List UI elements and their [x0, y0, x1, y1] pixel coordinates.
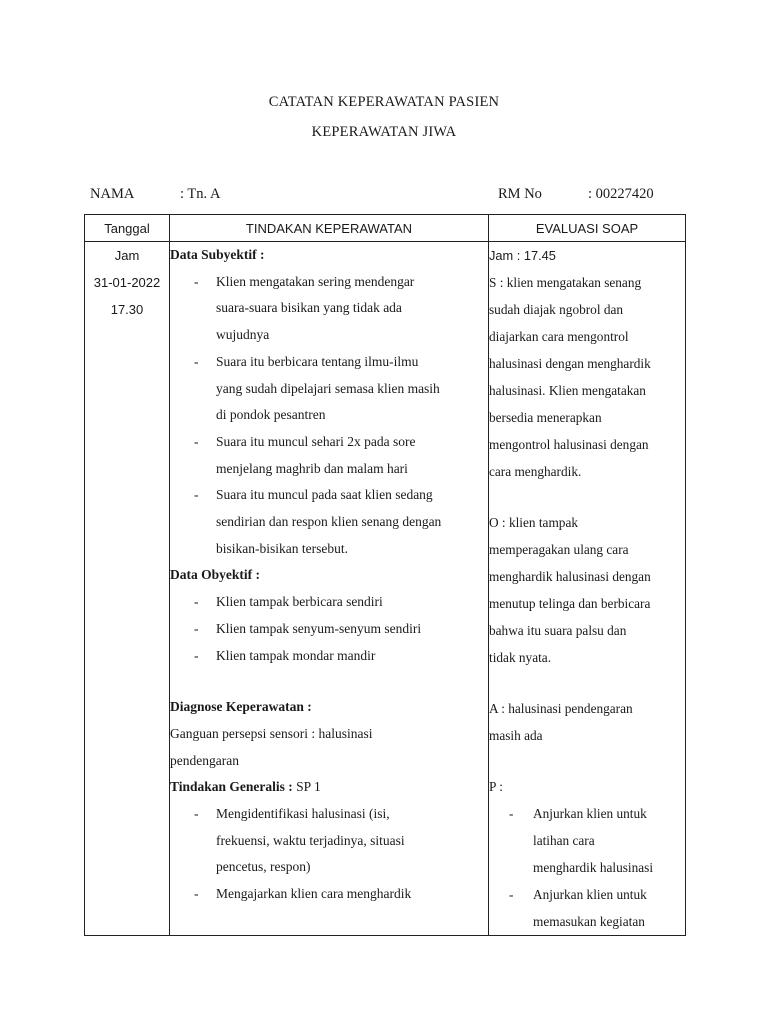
list-line: Klien mengatakan sering mendengar	[216, 273, 415, 289]
eval-line: tidak nyata.	[489, 650, 552, 665]
eval-line: menutup telinga dan berbicara	[489, 596, 651, 611]
eval-line: halusinasi. Klien mengatakan	[489, 383, 646, 398]
list-line: suara-suara bisikan yang tidak ada	[216, 300, 402, 316]
rm-value: : 00227420	[588, 186, 654, 202]
document-title: CATATAN KEPERAWATAN PASIEN	[268, 94, 500, 110]
eval-a-block	[489, 695, 685, 749]
eval-p-title: P :	[489, 779, 503, 794]
eval-line: menghardik halusinasi dengan	[489, 569, 651, 584]
eval-line: bahwa itu suara palsu dan	[489, 623, 627, 638]
eval-p-list	[489, 800, 685, 935]
list-item: - Anjurkan klien untuk memasukan kegiatan	[489, 881, 685, 935]
list-line: latihan cara	[533, 833, 595, 848]
list-line: Suara itu berbicara tentang ilmu-ilmu	[216, 353, 419, 369]
generalis-list	[170, 801, 488, 908]
eval-line: sudah diajak ngobrol dan	[489, 302, 624, 317]
list-line: Mengajarkan klien cara menghardik	[216, 886, 412, 902]
list-line: Suara itu muncul sehari 2x pada sore	[216, 433, 416, 449]
name-label: NAMA	[90, 186, 135, 202]
list-line: Anjurkan klien untuk	[533, 806, 647, 821]
list-item: - Suara itu berbicara tentang ilmu-ilmu yang sudah dipelajari semasa klien masih di pondok pesantren	[170, 349, 488, 429]
list-line: Anjurkan klien untuk	[533, 887, 647, 902]
list-item: - Suara itu muncul pada saat klien sedang sendirian dan respon klien senang dengan bisikan-bisikan tersebut.	[170, 482, 488, 562]
header-tanggal: Tanggal	[85, 215, 170, 242]
list-item: - Klien tampak senyum-senyum sendiri	[194, 620, 422, 636]
diagnosis-line: pendengaran	[170, 752, 239, 768]
list-item: - Klien tampak berbicara sendiri	[194, 594, 383, 610]
list-line: Mengidentifikasi halusinasi (isi,	[216, 806, 390, 822]
list-item: - Klien mengatakan sering mendengar suara-suara bisikan yang tidak ada wujudnya	[170, 269, 488, 349]
eval-line: bersedia menerapkan	[489, 410, 602, 425]
list-item: - Klien tampak mondar mandir	[194, 647, 376, 663]
list-line: yang sudah dipelajari semasa klien masih	[216, 380, 440, 396]
eval-line: O : klien tampak	[489, 515, 578, 530]
date-cell	[85, 242, 170, 936]
eval-line: S : klien mengatakan senang	[489, 275, 642, 290]
list-line: pencetus, respon)	[216, 859, 311, 875]
header-evaluasi: EVALUASI SOAP	[489, 215, 686, 242]
list-line: memasukan kegiatan	[533, 914, 645, 929]
rm-label: RM No	[498, 186, 542, 202]
eval-line: A : halusinasi pendengaran	[489, 701, 633, 716]
objective-title: Data Obyektif :	[170, 567, 260, 583]
eval-time: Jam : 17.45	[489, 248, 556, 263]
list-line: wujudnya	[216, 327, 270, 343]
diagnosis-title: Diagnose Keperawatan :	[170, 699, 312, 715]
eval-line: cara menghardik.	[489, 464, 582, 479]
generalis-heading	[170, 774, 488, 801]
generalis-value: SP 1	[296, 779, 321, 795]
generalis-title: Tindakan Generalis :	[170, 779, 293, 795]
list-line: sendirian dan respon klien senang dengan	[216, 514, 442, 530]
evaluasi-cell	[489, 242, 686, 936]
nursing-record-table	[84, 214, 686, 936]
eval-line: mengontrol halusinasi dengan	[489, 437, 649, 452]
name-value: : Tn. A	[180, 186, 221, 202]
date-value: 31-01-2022	[93, 275, 161, 290]
list-item: - Anjurkan klien untuk latihan cara menghardik halusinasi	[489, 800, 685, 881]
list-line: menghardik halusinasi	[533, 860, 654, 875]
table-row	[85, 242, 686, 936]
subjective-title: Data Subyektif :	[170, 247, 265, 262]
list-item: - Suara itu muncul sehari 2x pada sore menjelang maghrib dan malam hari	[170, 429, 488, 482]
eval-line: diajarkan cara mengontrol	[489, 329, 629, 344]
list-line: bisikan-bisikan tersebut.	[216, 540, 348, 556]
list-line: menjelang maghrib dan malam hari	[216, 460, 408, 476]
diagnosis-line: Ganguan persepsi sensori : halusinasi	[170, 725, 373, 741]
table-header-row	[85, 215, 686, 242]
time-label: Jam	[114, 248, 140, 263]
tindakan-cell	[170, 242, 489, 936]
header-tindakan: TINDAKAN KEPERAWATAN	[170, 215, 489, 242]
list-item: - Mengajarkan klien cara menghardik	[170, 881, 488, 908]
eval-o-block	[489, 509, 685, 671]
eval-line: masih ada	[489, 728, 543, 743]
eval-s-block	[489, 269, 685, 485]
subjective-list	[170, 269, 488, 563]
list-item: - Mengidentifikasi halusinasi (isi, frekuensi, waktu terjadinya, situasi pencetus, respon)	[170, 801, 488, 881]
list-line: Suara itu muncul pada saat klien sedang	[216, 487, 433, 503]
document-subtitle: KEPERAWATAN JIWA	[311, 124, 457, 140]
objective-list	[170, 589, 488, 669]
list-line: frekuensi, waktu terjadinya, situasi	[216, 832, 405, 848]
time-value: 17.30	[110, 302, 144, 317]
eval-line: halusinasi dengan menghardik	[489, 356, 651, 371]
eval-line: memperagakan ulang cara	[489, 542, 629, 557]
list-line: di pondok pesantren	[216, 407, 326, 423]
